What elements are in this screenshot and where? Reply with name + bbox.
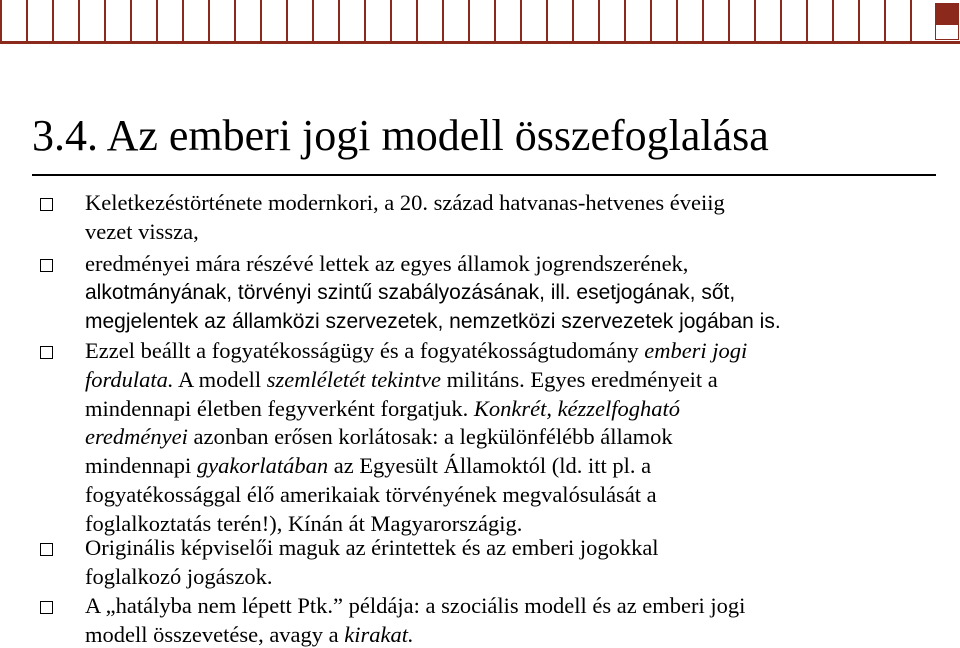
text-run: mindennapi	[85, 453, 197, 479]
text-run: foglalkozó jogászok.	[85, 563, 273, 589]
italic-text: Konkrét, kézzelfogható	[473, 395, 681, 421]
slide-title: 3.4. Az emberi jogi modell összefoglalása	[32, 111, 769, 160]
bullet-text-line	[85, 280, 735, 306]
italic-text: kirakat.	[344, 621, 414, 647]
text-run: Originális képviselői maguk az érintettek és az emberi jogokkal	[85, 535, 659, 560]
italic-text: eredményei	[85, 424, 188, 450]
italic-text: gyakorlatában	[196, 453, 329, 479]
text-run: A „hatályba nem lépett Ptk.” példája: a szociális modell és az emberi jogi	[85, 593, 746, 618]
bullet-text-line	[85, 564, 272, 590]
text-run: fogyatékossággal élő amerikaiak törvényének megvalósulását a	[85, 482, 657, 507]
bullet-square-icon	[40, 601, 53, 614]
bullet-text-line	[85, 396, 680, 422]
text-run: azonban erősen korlátosak: a legkülönfélébb államok	[187, 424, 673, 450]
italic-text: fordulata.	[85, 366, 174, 392]
bullet-text-line	[85, 309, 781, 335]
text-run: modell összevetése, avagy a	[85, 621, 345, 647]
text-run: mindennapi életben fegyverként forgatjuk.	[85, 395, 474, 421]
decorative-stripes	[0, 0, 930, 41]
bullet-text-line	[85, 511, 522, 537]
text-run: Keletkezéstörténete modernkori, a 20. század hatvanas-hetvenes éveiig	[85, 190, 725, 215]
bullet-text-line	[85, 367, 718, 393]
bullet-text-line	[85, 482, 657, 508]
italic-text: szemléletét tekintve	[266, 366, 441, 392]
bullet-text-line	[85, 593, 745, 619]
bullet-text-line	[85, 338, 747, 364]
top-decoration-bar	[0, 0, 960, 44]
bullet-text-line	[85, 453, 651, 479]
bullet-text-line	[85, 251, 688, 277]
bullet-square-icon	[40, 198, 53, 211]
title-underline	[32, 174, 936, 176]
italic-text: emberi jogi	[644, 338, 748, 363]
bullet-square-icon	[40, 259, 53, 272]
text-run: eredményei mára részévé lettek az egyes államok jogrendszerének,	[85, 251, 689, 276]
text-run: alkotmányának, törvényi szintű szabályozásának, ill. esetjogának, sőt,	[85, 280, 736, 304]
bullet-text-line	[85, 424, 673, 450]
text-run: megjelentek az államközi szervezetek, nemzetközi szervezetek jogában is.	[85, 309, 781, 333]
bullet-text-line	[85, 190, 725, 216]
bullet-text-line	[85, 219, 199, 245]
text-run: az Egyesült Államoktól (ld. itt pl. a	[328, 453, 652, 479]
bullet-square-icon	[40, 346, 53, 359]
bullet-square-icon	[40, 543, 53, 556]
text-run: Ezzel beállt a fogyatékosságügy és a fogyatékosságtudomány	[85, 338, 645, 363]
bullet-text-line	[85, 622, 414, 648]
corner-decoration-box-lower	[935, 24, 959, 40]
text-run: vezet vissza,	[85, 218, 199, 244]
bullet-text-line	[85, 535, 659, 561]
text-run: militáns. Egyes eredményeit a	[441, 366, 718, 392]
text-run: foglalkoztatás terén!), Kínán át Magyarországig.	[85, 510, 523, 536]
text-run: A modell	[173, 366, 267, 392]
